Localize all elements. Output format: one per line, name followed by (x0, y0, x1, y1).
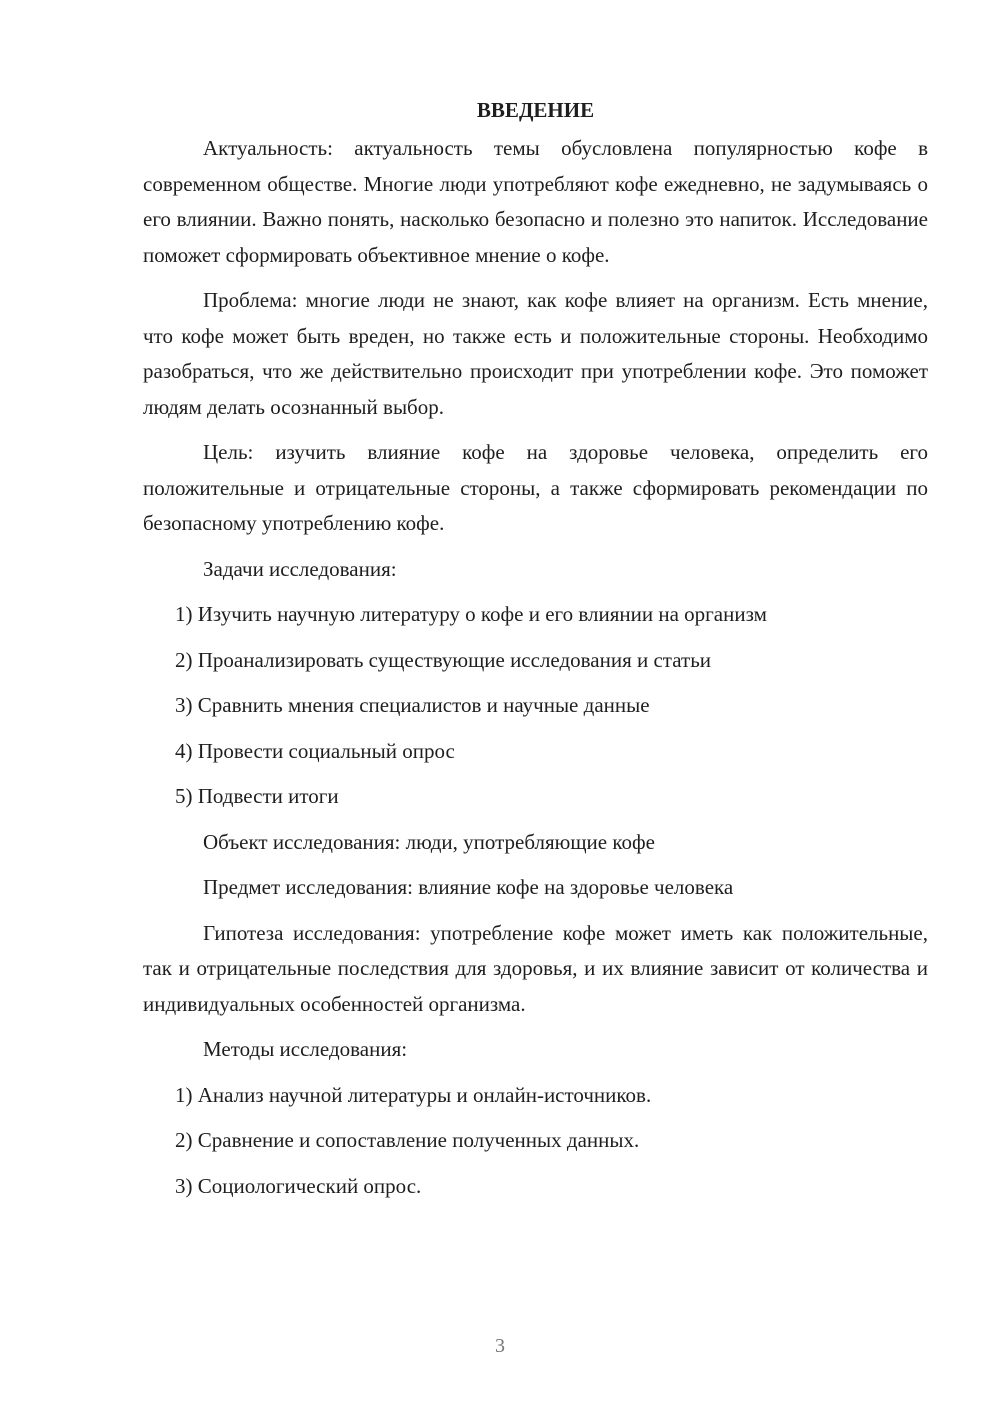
tasks-list (143, 597, 928, 815)
page-number: 3 (495, 1335, 505, 1357)
relevance-paragraph: Актуальность: актуальность темы обусловлена популярностью кофе в современном обществе. Многие люди употребляют кофе ежедневно, не задумываясь о его влиянии. Важно понять, насколько безопасно и полезно это напиток. Исследование поможет сформировать объективное мнение о кофе. (143, 136, 928, 267)
list-item-task-5: 5) Подвести итоги (175, 784, 339, 808)
goal-paragraph: Цель: изучить влияние кофе на здоровье человека, определить его положительные и отрицательные стороны, а также сформировать рекомендации по безопасному употреблению кофе. (143, 440, 928, 535)
problem-paragraph: Проблема: многие люди не знают, как кофе влияет на организм. Есть мнение, что кофе может быть вреден, но также есть и положительные стороны. Необходимо разобраться, что же действительно происходит при употреблении кофе. Это поможет людям делать осознанный выбор. (143, 288, 928, 419)
list-item-task-2: 2) Проанализировать существующие исследования и статьи (175, 647, 712, 672)
document-page (143, 95, 928, 1214)
object-paragraph: Объект исследования: люди, употребляющие кофе (203, 829, 655, 854)
section-title: ВВЕДЕНИЕ (476, 98, 595, 122)
list-item-method-1: 1) Анализ научной литературы и онлайн-источников. (175, 1082, 652, 1107)
list-item-task-1: 1) Изучить научную литературу о кофе и его влиянии на организм (175, 602, 767, 626)
tasks-heading: Задачи исследования: (203, 556, 397, 581)
subject-paragraph: Предмет исследования: влияние кофе на здоровье человека (203, 875, 734, 899)
hypothesis-paragraph: Гипотеза исследования: употребление кофе может иметь как положительные, так и отрицательные последствия для здоровья, и их влияние зависит от количества и индивидуальных особенностей организма. (143, 920, 928, 1016)
list-item-method-2: 2) Сравнение и сопоставление полученных данных. (175, 1128, 640, 1152)
list-item-method-3: 3) Социологический опрос. (175, 1173, 422, 1198)
methods-heading: Методы исследования: (203, 1037, 408, 1061)
methods-list (143, 1078, 928, 1205)
list-item-task-4: 4) Провести социальный опрос (175, 738, 455, 763)
list-item-task-3: 3) Сравнить мнения специалистов и научные данные (175, 693, 650, 717)
